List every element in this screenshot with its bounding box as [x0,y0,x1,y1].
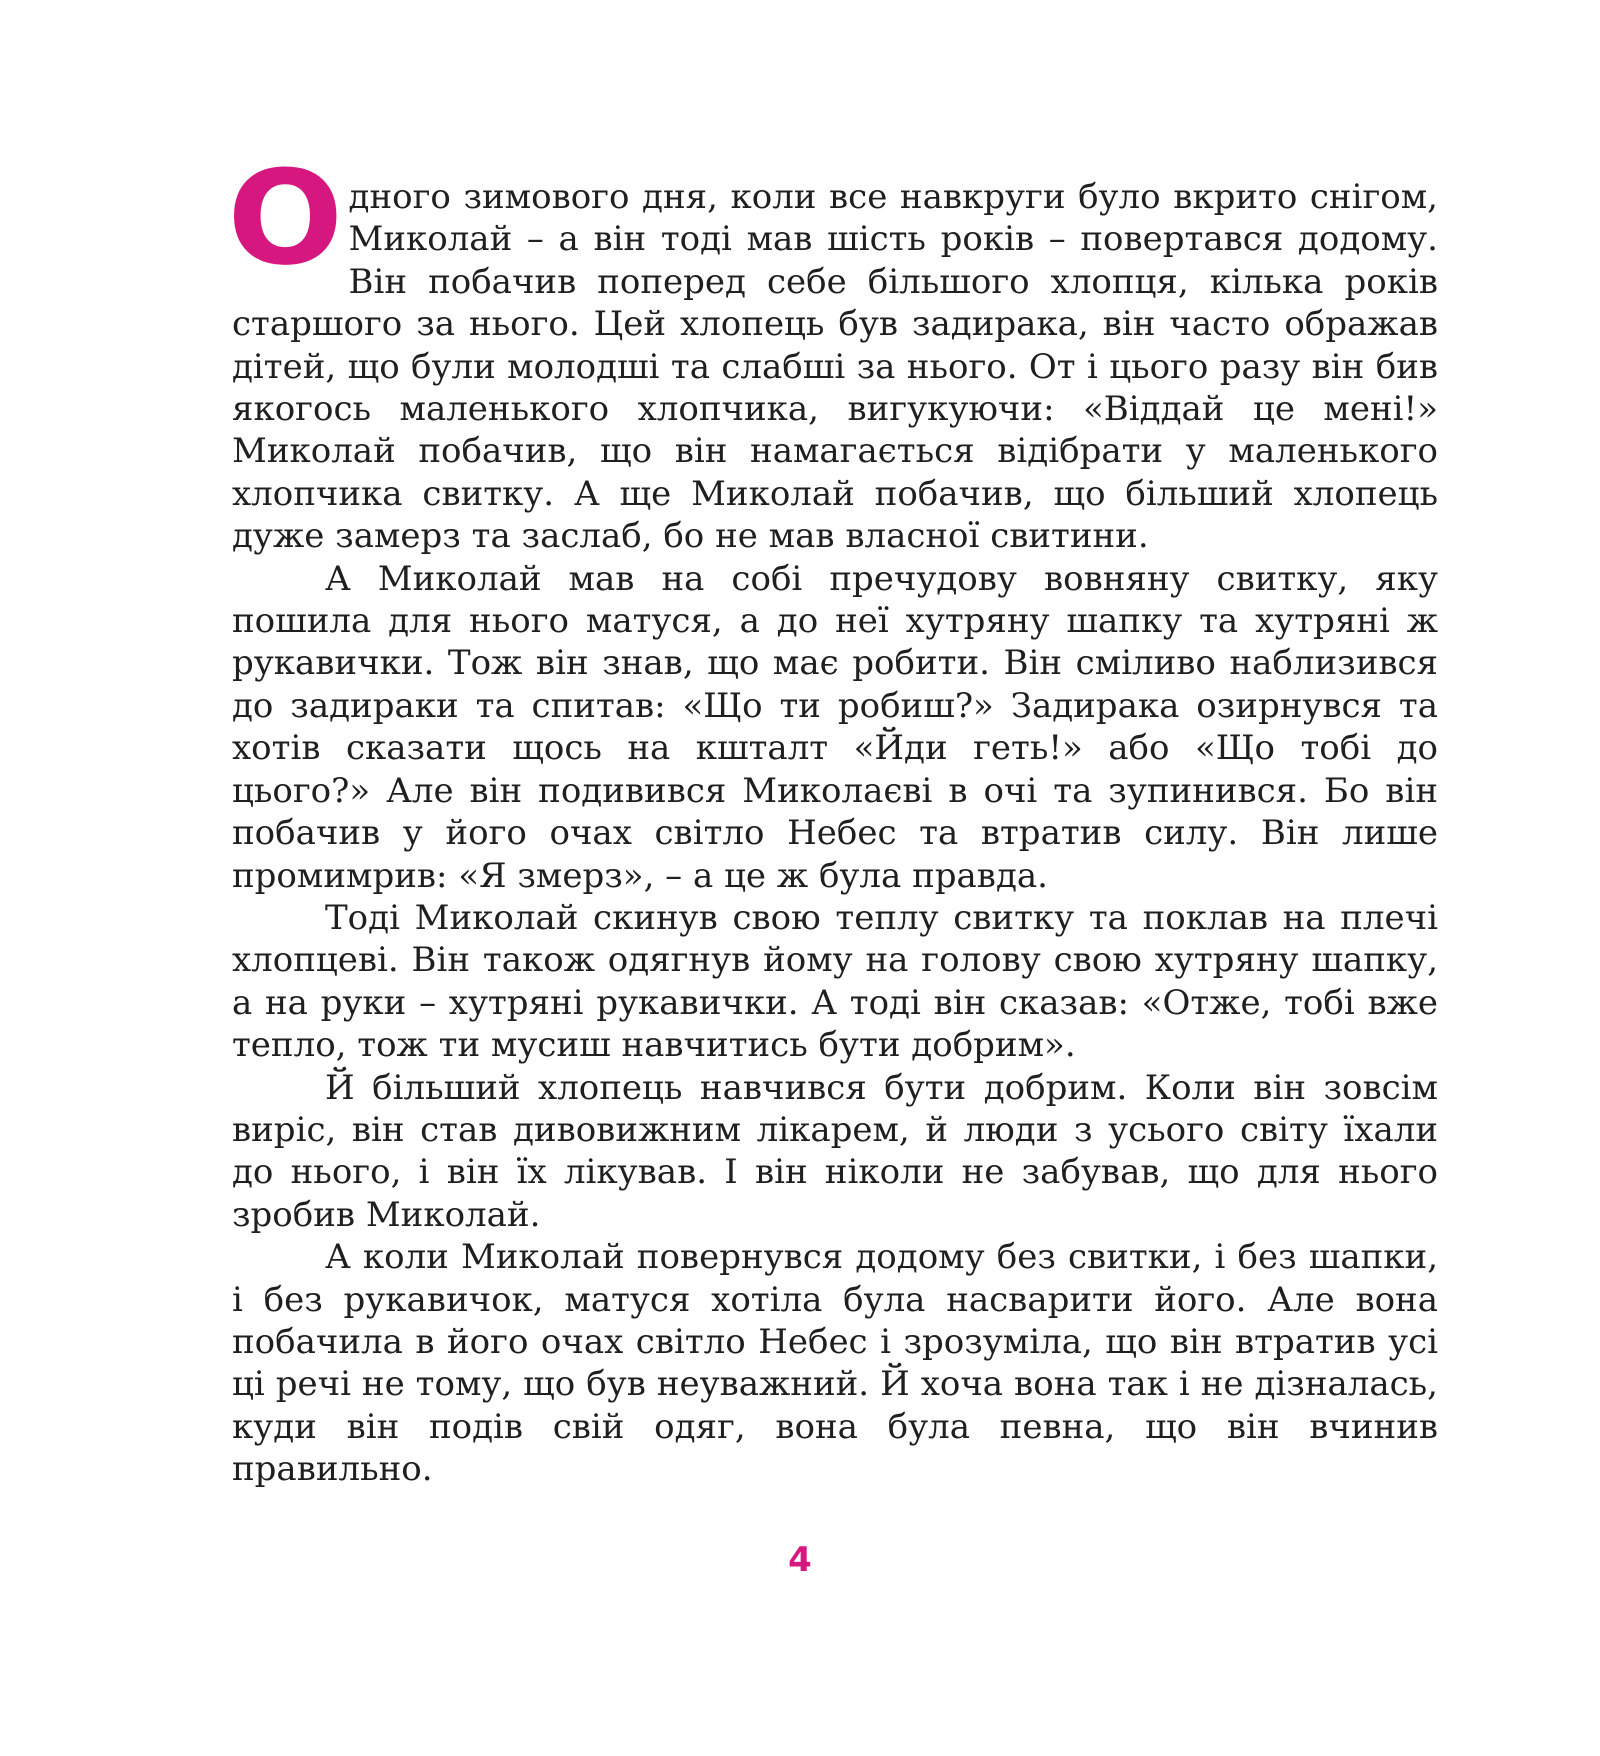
paragraph-5: А коли Миколай повернувся додому без свитки, і без шапки, і без рукавичок, матуся хотіла була насварити його. Але вона побачила в його очах світло Небес і зрозуміла, що він втратив усі ці речі не тому, що був неуважний. Й хоча вона так і не дізналась, куди він подів свій одяг, вона була певна, що він вчинив правильно. [232,1237,1438,1490]
paragraph-1 [227,142,1438,558]
drop-cap-letter: О [227,142,344,294]
paragraph-4: Й більший хлопець навчився бути добрим. Коли він зовсім виріс, він став дивовижним лікарем, й люди з усього світу їхали до нього, і він їх лікував. І він ніколи не забував, що для нього зробив Миколай. [232,1067,1438,1235]
paragraph-2: А Миколай мав на собі пречудову вовняну свитку, яку пошила для нього матуся, а до неї хутряну шапку та хутряні ж рукавички. Тож він знав, що має робити. Він сміливо наблизився до задираки та спитав: «Що ти робиш?» Задирака озирнувся та хотів сказати щось на кшталт «Йди геть!» або «Що тобі до цього?» Але він подивився Миколаєві в очі та зупинився. Бо він побачив у його очах світло Небес та втратив силу. Він лише промимрив: «Я змерз», – а це ж була правда. [232,558,1438,896]
story-text [227,142,1438,1491]
paragraph-3: Тоді Миколай скинув свою теплу свитку та поклав на плечі хлопцеві. Він також одягнув йому на голову свою хутряну шапку, а на руки – хутряні рукавички. А тоді він сказав: «Отже, тобі вже тепло, тож ти мусиш навчитись бути добрим». [232,897,1438,1066]
paragraph-1-text: дного зимового дня, коли все навкруги було вкрито снігом, Миколай – а він тоді мав шість років – повертався додому. Він побачив поперед себе більшого хлопця, кілька років старшого за нього. Цей хлопець був задирака, він часто ображав дітей, що були молодші та слабші за нього. От і цього разу він бив якогось маленького хлопчика, вигукуючи: «Віддай це мені!» Миколай побачив, що він намагається відібрати у маленького хлопчика свитку. А ще Миколай побачив, що більший хлопець дуже замерз та заслаб, бо не мав власної свитини. [232,177,1438,557]
page-number: 4 [788,1540,812,1580]
